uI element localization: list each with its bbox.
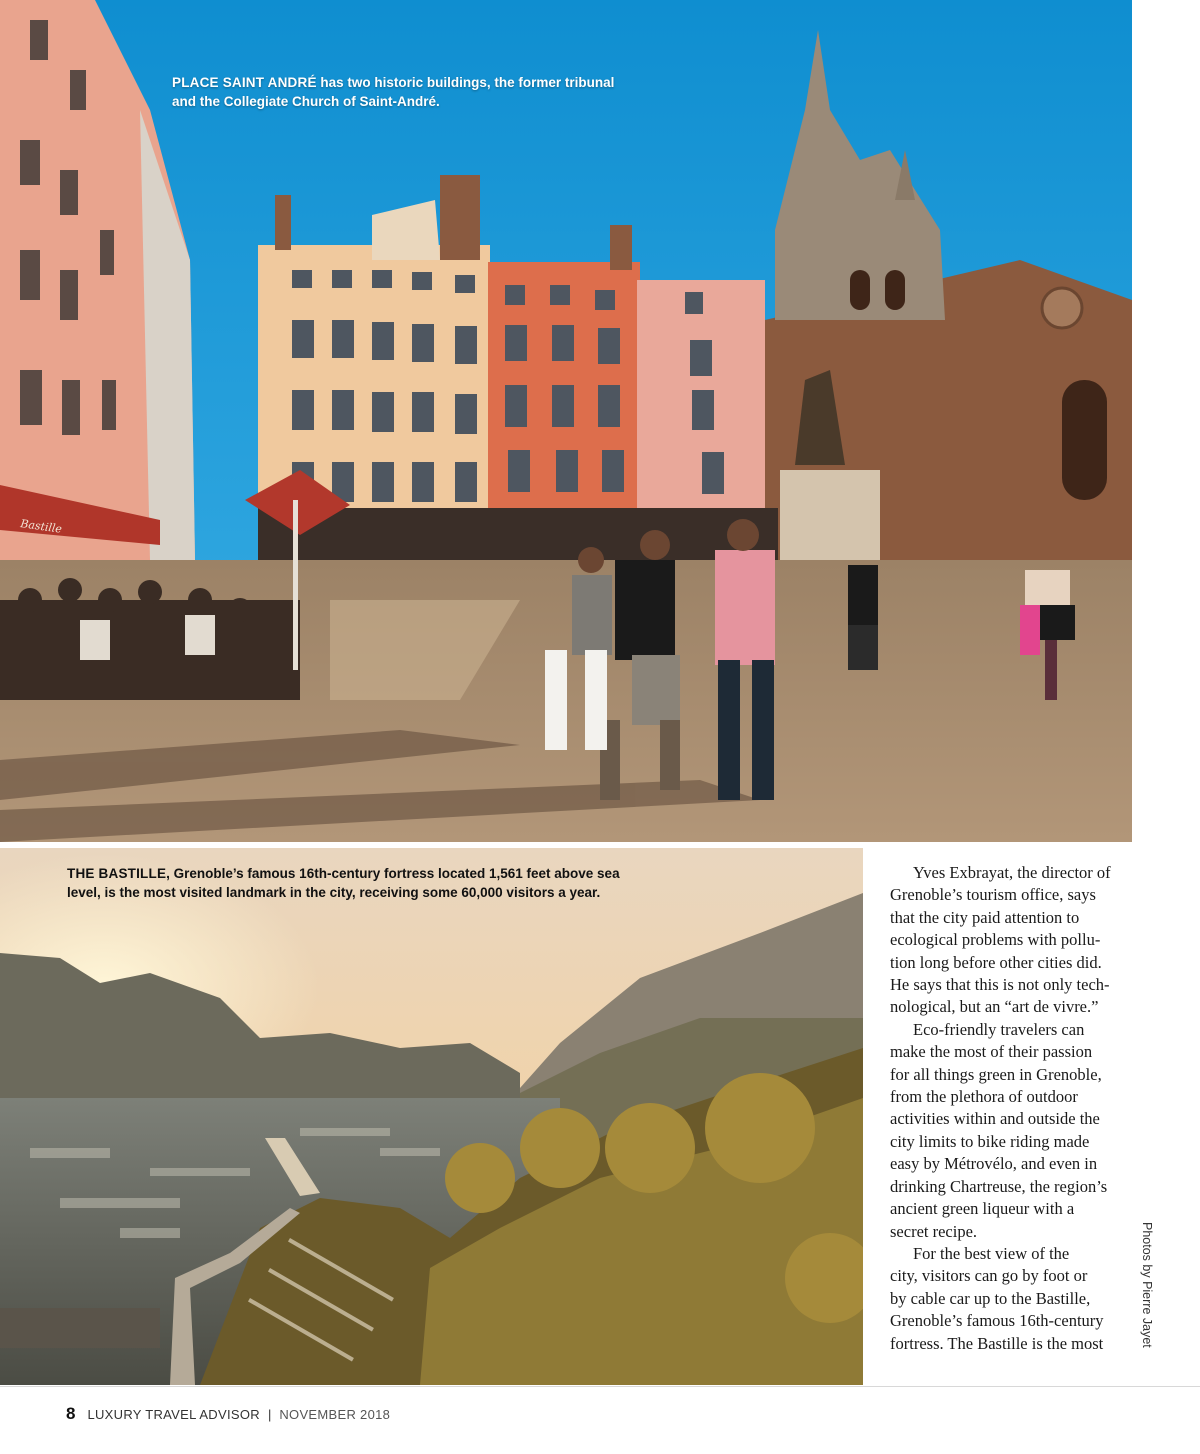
article-line: For the best view of the xyxy=(913,1243,1070,1263)
article-line: city limits to bike riding made xyxy=(890,1131,1090,1151)
bastille-sign: Bastille xyxy=(19,517,63,536)
caption-lead: THE BASTILLE xyxy=(67,866,167,881)
article-line: Grenoble’s tourism office, says xyxy=(890,885,1096,905)
article-line: that the city paid attention to xyxy=(890,907,1080,927)
article-line: by cable car up to the Bastille, xyxy=(890,1288,1091,1308)
issue-date: NOVEMBER 2018 xyxy=(279,1407,391,1422)
caption-text: level, is the most visited landmark in the city, receiving some 60,000 visitors a year. xyxy=(67,885,601,900)
bottom-photo-caption xyxy=(67,864,707,902)
article-paragraph xyxy=(890,1243,1130,1355)
article-paragraph xyxy=(890,1019,1130,1243)
article-line: tion long before other cities did. xyxy=(890,952,1102,972)
article-line: easy by Métrovélo, and even in xyxy=(890,1154,1098,1174)
footer-separator: | xyxy=(267,1407,272,1422)
article-body xyxy=(890,862,1130,1355)
article-line: activities within and outside the xyxy=(890,1109,1100,1129)
article-line: secret recipe. xyxy=(890,1221,978,1241)
bastille-view-photo xyxy=(0,848,863,1385)
article-line: Yves Exbrayat, the director of xyxy=(913,863,1111,882)
article-line: make the most of their passion xyxy=(890,1042,1093,1062)
top-photo-caption xyxy=(172,73,692,111)
article-line: Eco-friendly travelers can xyxy=(913,1019,1085,1039)
caption-text: , Grenoble’s famous 16th-century fortress located 1,561 feet above sea xyxy=(166,866,620,881)
article-line: drinking Chartreuse, the region’s xyxy=(890,1176,1108,1196)
page-footer xyxy=(66,1404,390,1424)
caption-text: and the Collegiate Church of Saint-André. xyxy=(172,94,440,109)
caption-text: has two historic buildings, the former tribunal xyxy=(316,75,615,90)
article-line: ancient green liqueur with a xyxy=(890,1199,1075,1219)
photo-credit xyxy=(1140,1222,1154,1362)
footer-divider xyxy=(0,1386,1200,1387)
photo-credit-text: Photos by Pierre Jayet xyxy=(1140,1222,1154,1348)
page-number: 8 xyxy=(66,1404,76,1423)
article-line: fortress. The Bastille is the most xyxy=(890,1333,1104,1353)
caption-lead: PLACE SAINT ANDRÉ xyxy=(172,75,317,90)
article-line: for all things green in Grenoble, xyxy=(890,1064,1102,1084)
article-line: ecological problems with pollu- xyxy=(890,930,1101,950)
article-line: He says that this is not only tech- xyxy=(890,975,1110,995)
article-paragraph xyxy=(890,862,1130,1019)
publication-name: LUXURY TRAVEL ADVISOR xyxy=(87,1407,260,1422)
article-line: Grenoble’s famous 16th-century xyxy=(890,1311,1104,1331)
article-line: nological, but an “art de vivre.” xyxy=(890,997,1099,1017)
article-line: city, visitors can go by foot or xyxy=(890,1266,1088,1286)
article-line: from the plethora of outdoor xyxy=(890,1087,1078,1107)
